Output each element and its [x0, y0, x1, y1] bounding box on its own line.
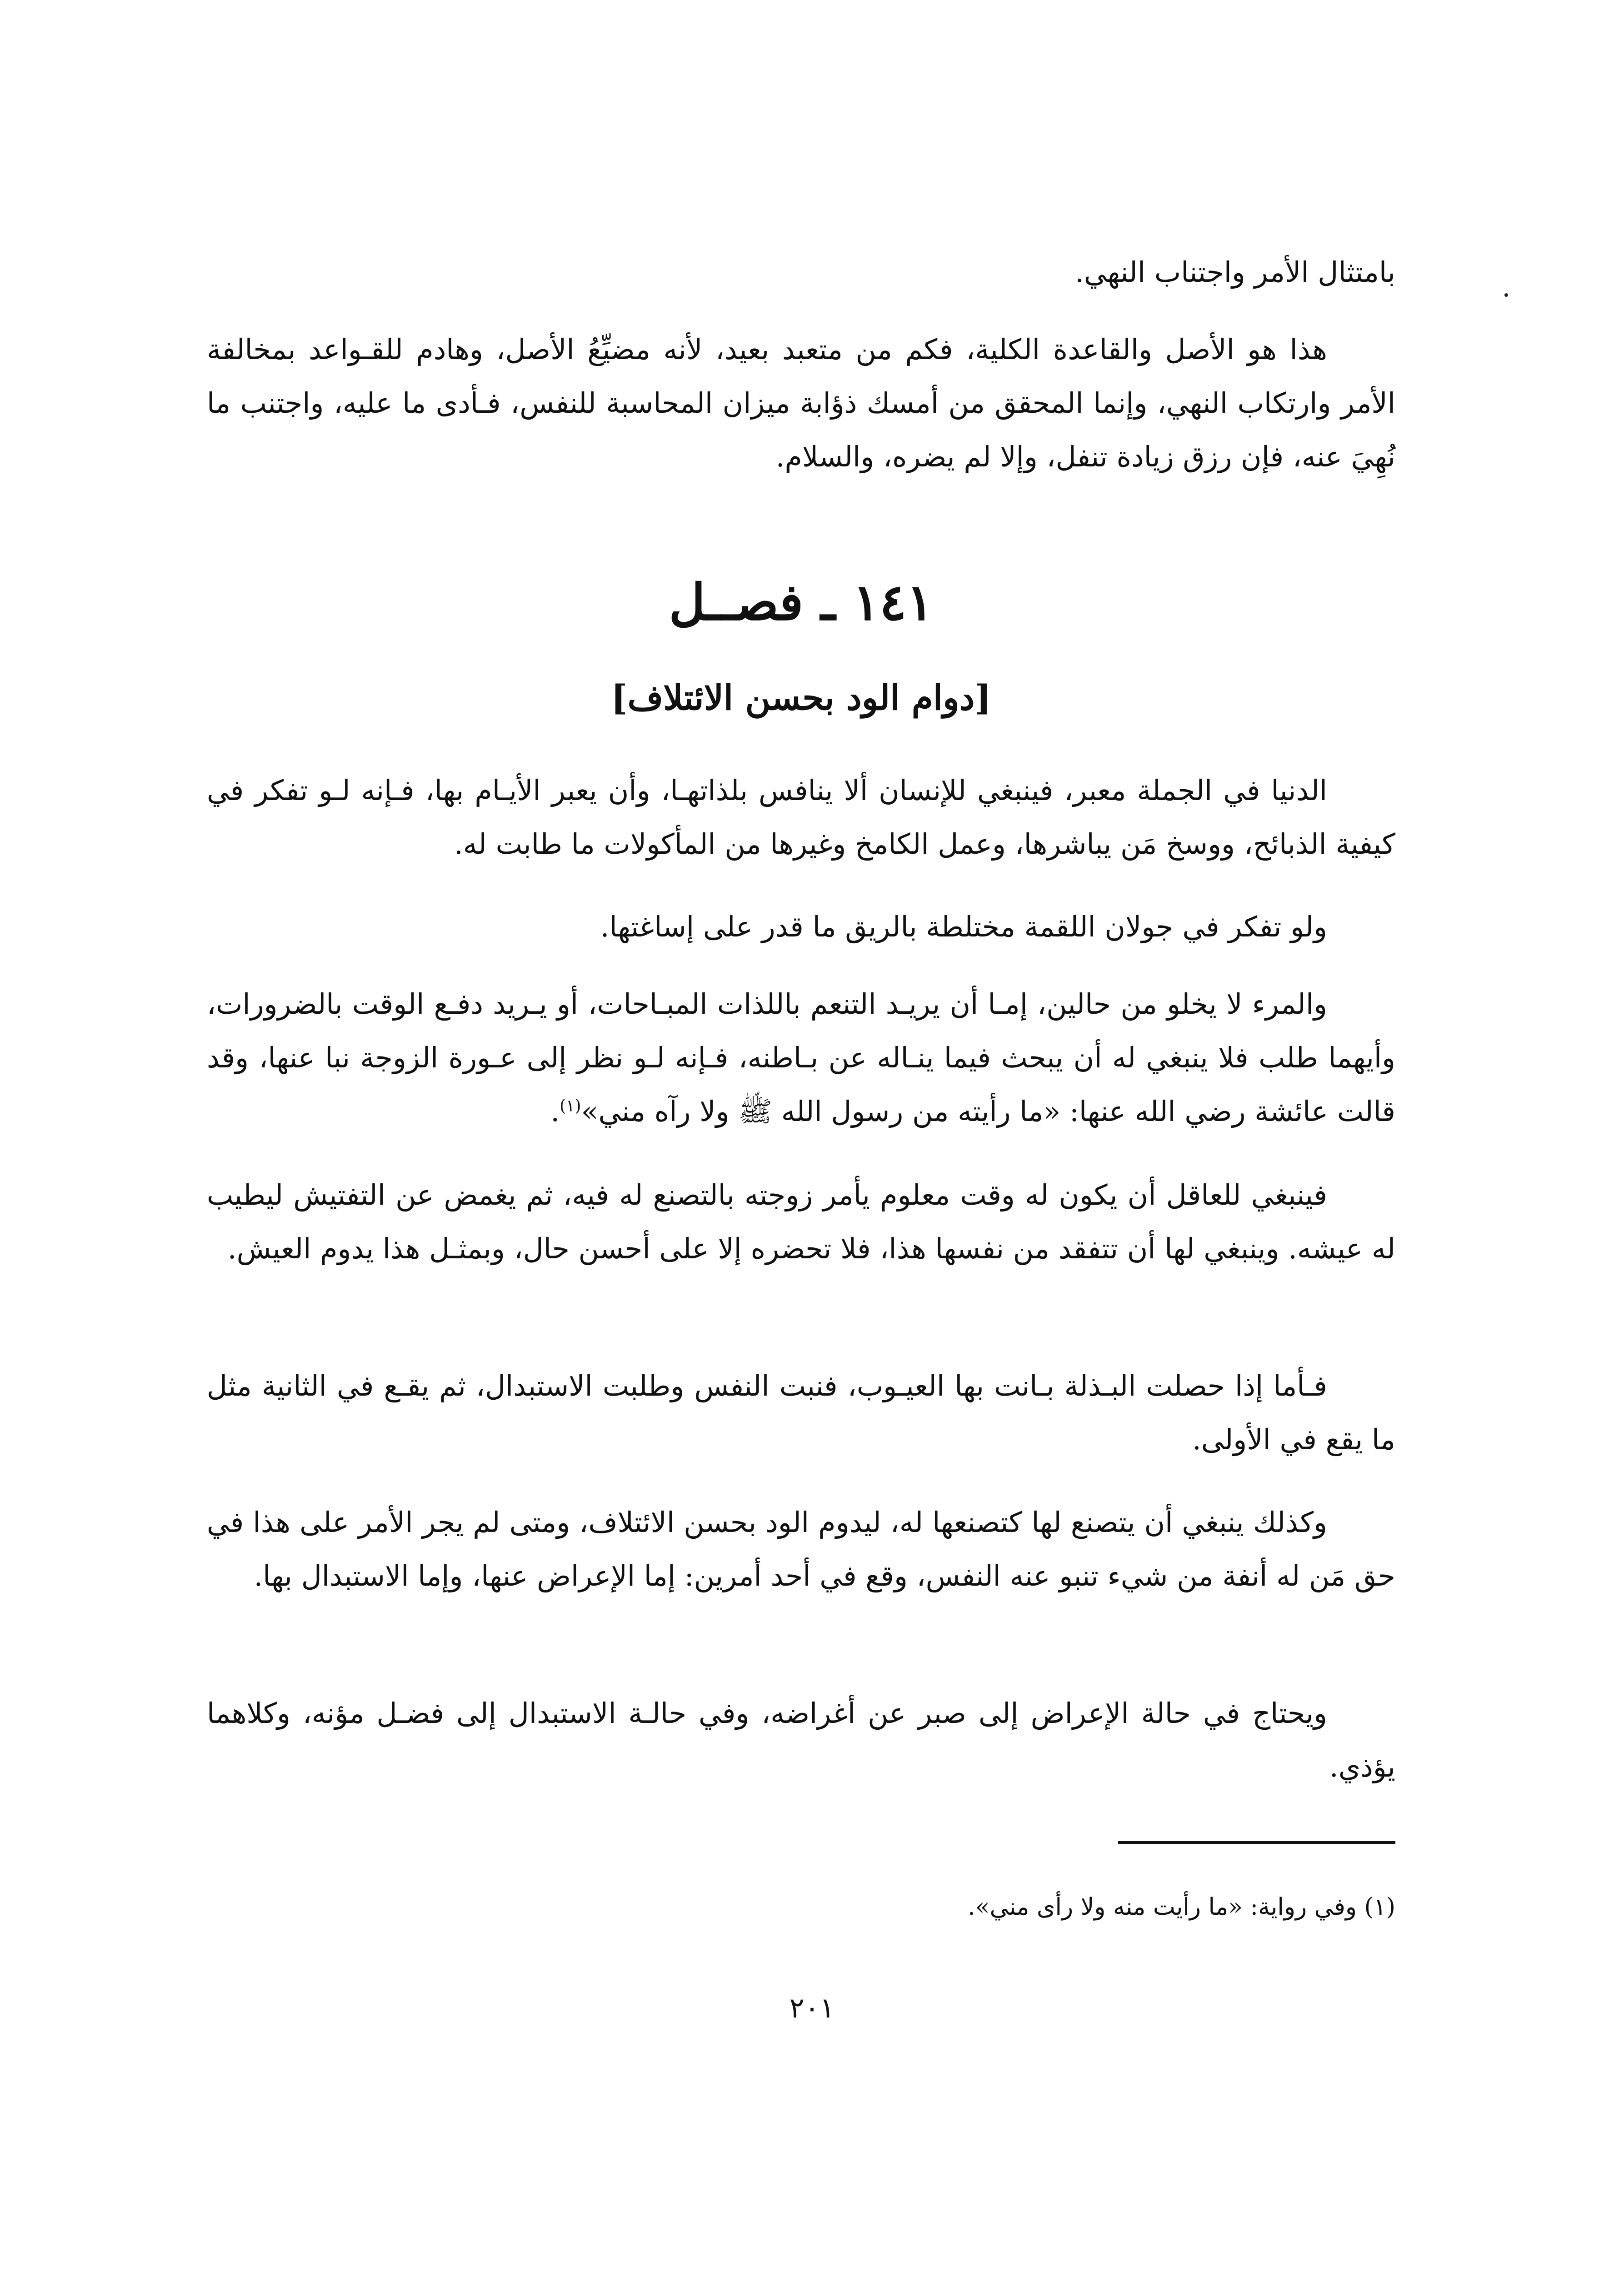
paragraph-7: ويحتاج في حالة الإعراض إلى صبر عن أغراضه، وفي حالـة الاستبدال إلى فضـل مؤنه، وكلاهما يؤذي. [207, 1697, 1395, 1783]
footnote-reference: (١) [560, 1096, 581, 1116]
paragraph-3 [207, 977, 1395, 1138]
paragraph-5: فـأما إذا حصلت البـذلة بـانت بها العيـوب، فنبت النفس وطلبت الاستبدال، ثم يقـع في الثانية مثل ما يقع في الأولى. [207, 1369, 1395, 1456]
footnote-divider [1118, 1841, 1395, 1844]
paragraph-2: ولو تفكر في جولان اللقمة مختلطة بالريق ما قدر على إساغتها. [600, 910, 1327, 943]
paragraph-3-end: . [550, 1095, 560, 1128]
footnote: (١) وفي رواية: «ما رأيت منه ولا رأى مني». [968, 1893, 1395, 1921]
top-continuation: بامتثال الأمر واجتناب النهي. [1075, 255, 1395, 289]
paragraph-4: فينبغي للعاقل أن يكون له وقت معلوم يأمر زوجته بالتصنع له فيه، ثم يغمض عن التفتيش ليطيب له عيشه. وينبغي لها أن تتفقد من نفسها هذا، فلا تحضره إلا على أحسن حال، وبمثـل هذا يدوم العيش. [207, 1178, 1395, 1265]
scan-speck [1504, 293, 1508, 297]
section-subtitle: [دوام الود بحسن الائتلاف] [611, 677, 991, 718]
paragraph-1: الدنيا في الجملة معبر، فينبغي للإنسان ألا ينافس بلذاتهـا، وأن يعبر الأيـام بها، فـإنه لـو تفكر في كيفية الذبائح، ووسخ مَن يباشرها، وعمل الكامخ وغيرها من المأكولات ما طابت له. [207, 774, 1395, 861]
intro-paragraph: هذا هو الأصل والقاعدة الكلية، فكم من متعبد بعيد، لأنه مضيِّعُ الأصل، وهادم للقـواعد بمخالفة الأمر وارتكاب النهي، وإنما المحقق من أمسك ذؤابة ميزان المحاسبة للنفس، فـأدى ما عليه، واجتنب ما نُهِيَ عنه، فإن رزق زيادة تنفل، وإلا لم يضره، والسلام. [207, 333, 1395, 473]
page-number: ٢٠١ [789, 1991, 835, 2024]
paragraph-6: وكذلك ينبغي أن يتصنع لها كتصنعها له، ليدوم الود بحسن الائتلاف، ومتى لم يجر الأمر على هذا في حق مَن له أنفة من شيء تنبو عنه النفس، وقع في أحد أمرين: إما الإعراض عنها، وإما الاستبدال بها. [207, 1506, 1395, 1592]
paragraph-3-text: والمرء لا يخلو من حالين، إمـا أن يريـد التنعم باللذات المبـاحات، أو يـريد دفـع الوقت بالضرورات، وأيهما طلب فلا ينبغي له أن يبحث فيما ينـاله عن بـاطنه، فـإنه لـو نظر إلى عـورة الزوجة نبا عنها، وقد قالت عائشة رضي الله عنها: «ما رأيته من رسول الله ﷺ ولا رآه مني» [207, 987, 1395, 1128]
section-heading: ١٤١ ـ فصــل [669, 573, 934, 631]
